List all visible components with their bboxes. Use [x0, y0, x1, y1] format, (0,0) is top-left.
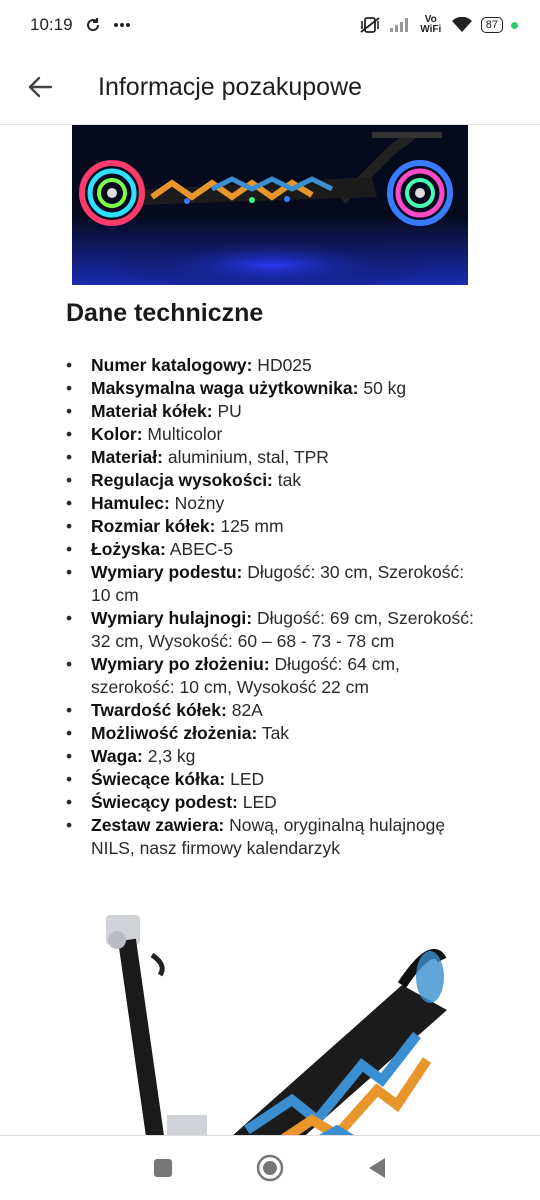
spec-label: Wymiary hulajnogi:: [91, 608, 253, 628]
list-item: [66, 699, 486, 722]
arrow-left-icon: [27, 76, 53, 98]
spec-value: LED: [237, 792, 277, 812]
spec-label: Łożyska:: [91, 539, 166, 559]
spec-label: Hamulec:: [91, 493, 170, 513]
spec-value: Tak: [257, 723, 290, 743]
spec-list: [66, 354, 486, 860]
spec-label: Kolor:: [91, 424, 143, 444]
list-item: [66, 538, 486, 561]
scooter-product-image: [72, 915, 468, 1135]
square-icon: [153, 1158, 173, 1178]
spec-label: Wymiary po złożeniu:: [91, 654, 270, 674]
back-button[interactable]: [0, 50, 80, 125]
spec-value: tak: [272, 470, 302, 490]
vowifi-label: Vo WiFi: [420, 14, 442, 35]
wifi-icon: [451, 17, 473, 33]
list-item: [66, 561, 486, 607]
list-item: [66, 653, 486, 699]
battery-indicator: 87: [481, 17, 503, 33]
spec-value: HD025: [252, 355, 312, 375]
spec-value: aluminium, stal, TPR: [162, 447, 329, 467]
system-nav-bar: [0, 1135, 540, 1200]
home-button[interactable]: [250, 1148, 290, 1188]
signal-icon: [389, 17, 411, 33]
page-title: Informacje pozakupowe: [98, 72, 363, 101]
spec-value: Multicolor: [142, 424, 223, 444]
list-item: [66, 722, 486, 745]
spec-value: ABEC-5: [165, 539, 234, 559]
triangle-back-icon: [367, 1157, 387, 1179]
spec-label: Maksymalna waga użytkownika:: [91, 378, 359, 398]
spec-value: Nożny: [169, 493, 225, 513]
spec-label: Rozmiar kółek:: [91, 516, 216, 536]
circle-icon: [256, 1154, 284, 1182]
app-bar: [0, 50, 540, 125]
list-item: [66, 423, 486, 446]
list-item: [66, 745, 486, 768]
privacy-dot-icon: [511, 22, 518, 29]
list-item: [66, 607, 486, 653]
spec-label: Twardość kółek:: [91, 700, 227, 720]
spec-label: Materiał:: [91, 447, 163, 467]
more-dots-icon: [113, 22, 131, 28]
scooter-led-image: [72, 125, 468, 285]
spec-value: PU: [212, 401, 242, 421]
list-item: [66, 492, 486, 515]
sync-icon: [85, 17, 101, 33]
list-item: [66, 515, 486, 538]
status-right: [359, 15, 518, 35]
spec-label: Regulacja wysokości:: [91, 470, 273, 490]
spec-label: Materiał kółek:: [91, 401, 213, 421]
content-scroll[interactable]: [0, 125, 540, 1135]
list-item: [66, 446, 486, 469]
status-left: [30, 15, 131, 35]
recents-button[interactable]: [143, 1148, 183, 1188]
spec-label: Numer katalogowy:: [91, 355, 253, 375]
list-item: [66, 814, 486, 860]
spec-label: Wymiary podestu:: [91, 562, 243, 582]
spec-label: Świecące kółka:: [91, 769, 226, 789]
spec-value: 2,3 kg: [142, 746, 196, 766]
list-item: [66, 768, 486, 791]
spec-label: Waga:: [91, 746, 143, 766]
spec-value: Długość: 69 cm, Szerokość: 32 cm, Wysokość: 60 – 68 - 73 - 78 cm: [91, 608, 474, 651]
spec-value: Nową, oryginalną hulajnogę NILS, nasz firmowy kalendarzyk: [91, 815, 446, 858]
list-item: [66, 791, 486, 814]
spec-value: Długość: 64 cm, szerokość: 10 cm, Wysokość 22 cm: [91, 654, 400, 697]
spec-value: LED: [225, 769, 265, 789]
spec-value: 50 kg: [358, 378, 407, 398]
spec-value: 125 mm: [215, 516, 284, 536]
list-item: [66, 354, 486, 377]
list-item: [66, 377, 486, 400]
status-time: 10:19: [30, 15, 73, 34]
spec-value: Długość: 30 cm, Szerokość: 10 cm: [91, 562, 465, 605]
list-item: [66, 400, 486, 423]
vibrate-icon: [359, 16, 381, 34]
nav-back-button[interactable]: [357, 1148, 397, 1188]
status-bar: [0, 0, 540, 50]
spec-value: 82A: [226, 700, 263, 720]
list-item: [66, 469, 486, 492]
spec-label: Możliwość złożenia:: [91, 723, 258, 743]
section-title: Dane techniczne: [66, 299, 264, 327]
spec-label: Zestaw zawiera:: [91, 815, 225, 835]
spec-label: Świecący podest:: [91, 792, 238, 812]
